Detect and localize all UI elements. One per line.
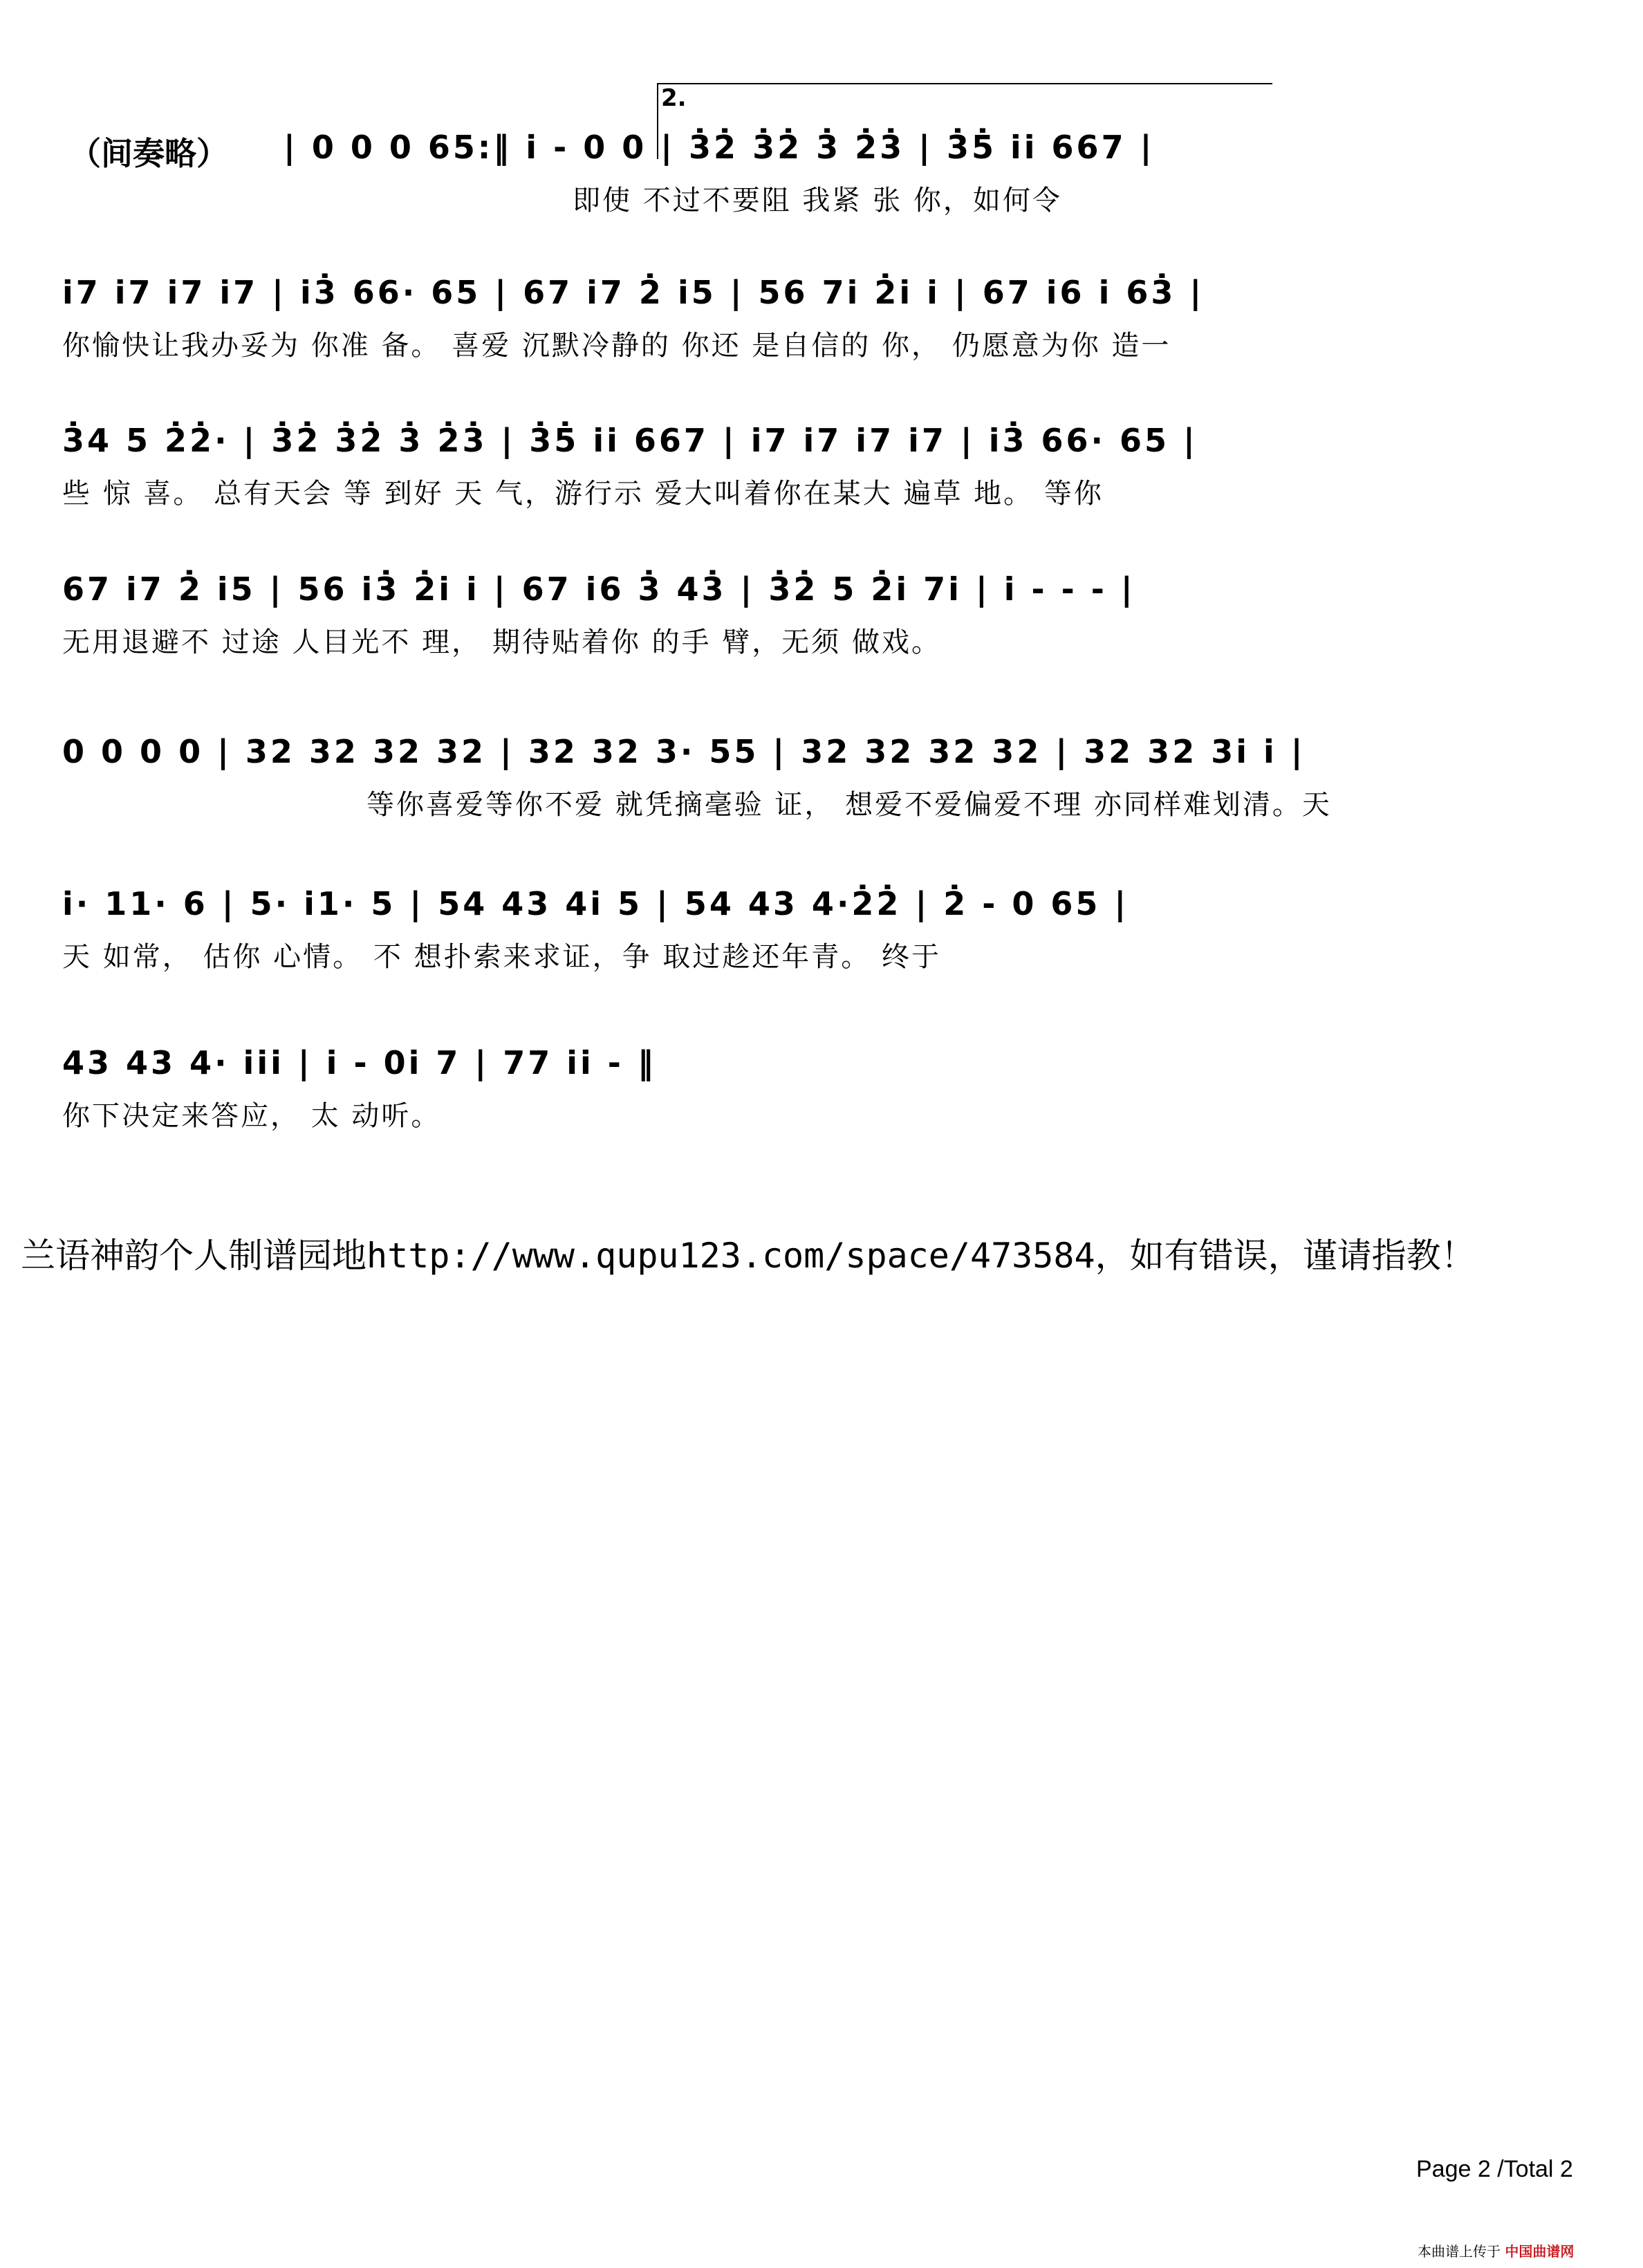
lyric-line: 等你喜爱等你不爱 就凭摘毫验 证， 想爱不爱偏爱不理 亦同样难划清。天 bbox=[366, 789, 1332, 821]
lyric-line: 你愉快让我办妥为 你准 备。 喜爱 沉默冷静的 你还 是自信的 你， 仍愿意为你 造一 bbox=[62, 330, 1171, 362]
notation-line: 0 0 0 0 | 32 32 32 32 | 32 32 3· 55 | 32 32 32 32 | 32 32 3i̇ i̇ | bbox=[62, 733, 1306, 770]
volta-label: 2. bbox=[661, 84, 687, 112]
footer-credit: 兰语神韵个人制谱园地http://www.qupu123.com/space/473584，如有错误，谨请指教！ bbox=[21, 1236, 1476, 1276]
prefix-label: （间奏略） bbox=[69, 135, 228, 172]
lyric-line: 你下决定来答应， 太 动听。 bbox=[62, 1100, 441, 1132]
lyric-line: 些 惊 喜。 总有天会 等 到好 天 气，游行示 爱大叫着你在某大 遍草 地。 等你 bbox=[62, 478, 1104, 510]
notation-line: i̇· 11· 6 | 5· i̇1· 5 | 54 43 4i̇ 5 | 54 43 4·2̇2̇ | 2̇ - 0 65 | bbox=[62, 885, 1129, 922]
notation-line: | 0 0 0 65:‖ i̇ - 0 0 | 3̇2̇ 3̇2̇ 3̇ 2̇3̇ | 3̇5̇ i̇i̇ 667 | bbox=[284, 129, 1155, 166]
notation-line: 43 43 4· i̇i̇i̇ | i̇ - 0i̇ 7 | 77 i̇i̇ - ‖ bbox=[62, 1044, 656, 1081]
upload-note: 本曲谱上传于 bbox=[1418, 2243, 1501, 2260]
lyric-line: 天 如常， 估你 心情。 不 想扑索来求证，争 取过趁还年青。 终于 bbox=[62, 941, 942, 973]
upload-watermark bbox=[1418, 2240, 1574, 2260]
page-number: Page 2 /Total 2 bbox=[1416, 2156, 1573, 2182]
notation-line: i̇7 i̇7 i̇7 i̇7 | i̇3̇ 66· 65 | 67 i̇7 2̇ i̇5 | 56 7i̇ 2̇i̇ i̇ | 67 i̇6 i̇ 63̇ | bbox=[62, 274, 1205, 311]
volta-bracket-line bbox=[657, 83, 1272, 84]
lyric-line: 即使 不过不要阻 我紧 张 你，如何令 bbox=[573, 185, 1062, 216]
site-logo: 中国曲谱网 bbox=[1505, 2243, 1575, 2260]
notation-line: 67 i̇7 2̇ i̇5 | 56 i̇3̇ 2̇i̇ i̇ | 67 i̇6 3̇ 43̇ | 3̇2̇ 5 2̇i̇ 7i̇ | i̇ - - - | bbox=[62, 570, 1135, 608]
notation-line: 3̇4 5 2̇2̇· | 3̇2̇ 3̇2̇ 3̇ 2̇3̇ | 3̇5̇ i̇i̇ 667 | i̇7 i̇7 i̇7 i̇7 | i̇3̇ 66· 65 | bbox=[62, 422, 1198, 459]
lyric-line: 无用退避不 过途 人目光不 理， 期待贴着你 的手 臂，无须 做戏。 bbox=[62, 626, 942, 658]
